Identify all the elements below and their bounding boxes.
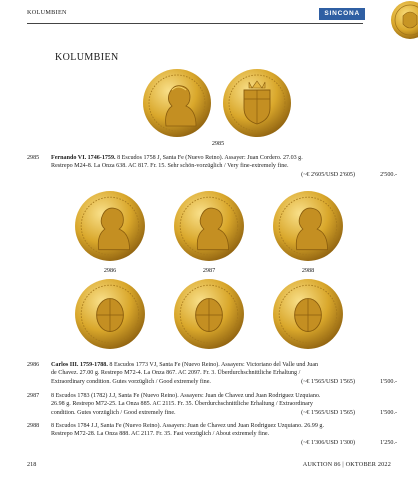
lot-2988 [27,422,397,450]
coin-2986-obverse [74,190,146,262]
lot-2987 [27,392,397,420]
lot-number: 2988 [27,423,40,429]
lot-conversion: (~€ 1'565/USD 1'565) [301,409,355,416]
lot-conversion: (~€ 1'306/USD 1'300) [301,439,355,446]
page-header [27,7,391,21]
lot-conversion: (~€ 2'605/USD 2'605) [301,171,355,178]
lot-ruler: Fernando VI. 1746-1759. [51,155,116,161]
lot-2986 [27,361,397,389]
lot-2985 [27,154,397,190]
figure-label-2988: 2988 [301,267,315,274]
lot-price: 1'500.- [380,409,397,416]
coin-2987-obverse [173,190,245,262]
header-section-title: KOLUMBIEN [27,9,67,16]
figure-label-2985: 2985 [211,140,225,147]
sincona-logo: SINCONA [319,8,365,20]
lot-description: 8 Escudos 1783 (1782) J.J, Santa Fe (Nuevo Reino). Assayers: Juan de Chavez und Juan Rodriguez Uzquiano. 26.98 g. Restrepo M72-25. La Onza 885. AC 2115. Fr. 35. Überdurchschnittliche Erhaltung / Extraordinary condition. Gutes vorzüglich / Good extremely fine. [51,393,321,416]
coin-2985-reverse [222,68,292,138]
lot-price: 1'500.- [380,378,397,385]
coin-2985-obverse [142,68,212,138]
lot-ruler: Carlos III. 1759-1788. [51,362,108,368]
lot-price: 1'250.- [380,439,397,446]
lot-description: 8 Escudos 1784 J.J, Santa Fe (Nuevo Reino). Assayers: Juan de Chavez und Juan Rodriguez Uzquiano. 26.99 g. Restrepo M72-28. La Onza 888. AC 2117. Fr. 35. Fast vorzüglich / About extremely fine. [51,423,324,438]
lot-description: Fernando VI. 1746-1759. 8 Escudos 1758 J, Santa Fe (Nuevo Reino). Assayer: Juan Cordero. 27.03 g. Restrepo M24-8. La Onza 638. AC 817. Fr. 15. Sehr schön-vorzüglich / Very fine-extremely fine. [51,155,303,170]
coin-2986-reverse [74,278,146,350]
header-divider [27,23,363,24]
corner-coin-icon [388,0,418,44]
lot-number: 2985 [27,155,40,161]
lot-number: 2986 [27,362,40,368]
coin-2988-reverse [272,278,344,350]
page-title: KOLUMBIEN [55,52,119,63]
page-number: 218 [27,461,37,468]
lot-description: Carlos III. 1759-1788. 8 Escudos 1773 VJ, Santa Fe (Nuevo Reino). Assayers: Victoriano del Valle und Juan de Chavez. 27.00 g. Restrepo M72-4. La Onza 867. AC 2097. Fr. 3. Überdurchschnittliche Erhaltung / Extraordinary condition. Gutes vorzüglich / Good extremely fine. [51,362,319,385]
auction-label: AUKTION 86 | OKTOBER 2022 [302,461,391,468]
figure-label-2987: 2987 [202,267,216,274]
coin-2988-obverse [272,190,344,262]
lot-conversion: (~€ 1'565/USD 1'565) [301,378,355,385]
figure-label-2986: 2986 [103,267,117,274]
lot-number: 2987 [27,393,40,399]
coin-2987-reverse [173,278,245,350]
lot-price: 2'500.- [380,171,397,178]
